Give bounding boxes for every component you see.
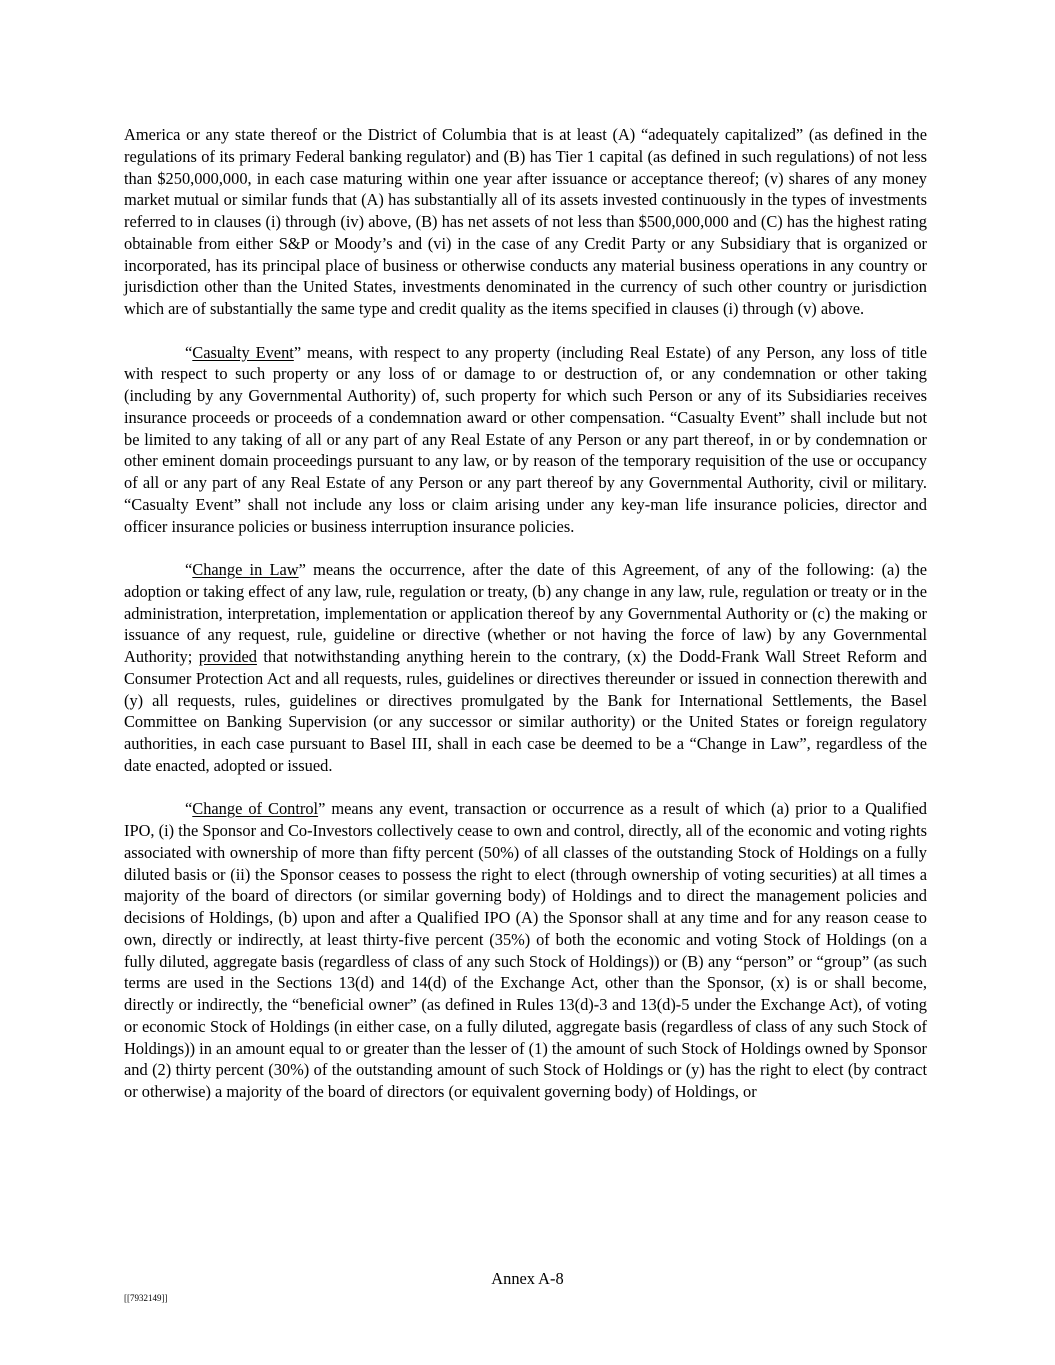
document-id: [[7932149]] — [124, 1293, 168, 1303]
provided-underlined: provided — [198, 647, 257, 666]
defined-term-change-in-law: Change in Law — [192, 560, 299, 579]
defined-term-change-of-control: Change of Control — [192, 799, 319, 819]
open-quote: “ — [185, 799, 193, 819]
paragraph-change-of-control — [124, 798, 927, 1103]
open-quote: “ — [185, 560, 193, 579]
open-quote: “ — [185, 342, 193, 362]
paragraph-casualty-event — [124, 342, 927, 538]
paragraph-text: ” means, with respect to any property (including Real Estate) of any Person, any loss of title with respect to such property or any loss of or damage to or destruction of, or any condemnation or other taking (including by any Governmental Authority) of, such property for which such Person or any of its Subsidiaries receives insurance proceeds or proceeds of a condemnation award or other compensation. “Casualty Event” shall include but not be limited to any taking of all or any part of any Real Estate of any Person or any part thereof, in or by condemnation or other eminent domain proceedings pursuant to any law, or by reason of the temporary requisition of the use or occupancy of all or any part of any Real Estate of any Person or any part thereof by any Governmental Authority, civil or military. “Casualty Event” shall not include any loss or claim arising under any key-man life insurance policies, director and officer insurance policies or business interruption insurance policies. — [124, 342, 927, 536]
paragraph-text: America or any state thereof or the District of Columbia that is at least (A) “adequately capitalized” (as defined in the regulations of its primary Federal banking regulator) and (B) has Tier 1 capital (as defined in such regulations) of not less than $250,000,000, in each case maturing within one year after issuance or acceptance thereof; (v) shares of any money market mutual or similar funds that (A) has substantially all of its assets invested continuously in the types of investments referred to in clauses (i) through (iv) above, (B) has net assets of not less than $500,000,000 and (C) has the highest rating obtainable from either S&P or Moody’s and (vi) in the case of any Credit Party or any Subsidiary that is organized or incorporated, has its principal place of business or otherwise conducts any material business operations in any country or jurisdiction other than the United States, investments denominated in the currency of such other country or jurisdiction which are of substantially the same type and credit quality as the items specified in clauses (i) through (v) above. — [124, 125, 927, 318]
page-number: Annex A-8 — [491, 1269, 564, 1288]
paragraph-text: ” means the occurrence, after the date of this Agreement, of any of the following: (a) the adoption or taking effect of any law, rule, regulation or treaty, (b) any change in any law, rule, regulation or treaty or in the administration, interpretation, implementation or application thereof by any Governmental Authority or (c) the making or issuance of any request, rule, guideline or directive (whether or not having the force of law) by any Governmental Authority; — [124, 560, 927, 666]
defined-term-casualty-event: Casualty Event — [192, 342, 294, 362]
paragraph-text: ” means any event, transaction or occurrence as a result of which (a) prior to a Qualified IPO, (i) the Sponsor and Co-Investors collectively cease to own and control, directly, all of the economic and voting rights associated with ownership of more than fifty percent (50%) of all classes of the outstanding Stock of Holdings on a fully diluted basis or (ii) the Sponsor ceases to possess the right to elect (through ownership of voting securities) at all times a majority of the board of directors (or similar governing body) of Holdings and to direct the management policies and decisions of Holdings, (b) upon and after a Qualified IPO (A) the Sponsor shall at any time and for any reason cease to own, directly or indirectly, at least thirty-five percent (35%) of both the economic and voting Stock of Holdings (on a fully diluted, aggregate basis (regardless of class of any such Stock of Holdings)) or (B) any “person” or “group” (as such terms are used in the Sections 13(d) and 14(d) of the Exchange Act, other than the Sponsor, (x) is or shall become, directly or indirectly, the “beneficial owner” (as defined in Rules 13(d)-3 and 13(d)-5 under the Exchange Act), of voting or economic Stock of Holdings (in either case, on a fully diluted, aggregate basis (regardless of class of any such Stock of Holdings)) in an amount equal to or greater than the lesser of (1) the amount of such Stock of Holdings owned by Sponsor and (2) thirty percent (30%) of the outstanding amount of such Stock of Holdings or (y) has the right to elect (by contract or otherwise) a majority of the board of directors (or equivalent governing body) of Holdings, or — [124, 799, 927, 1101]
paragraph-cash-equivalents-continuation — [124, 124, 927, 320]
paragraph-change-in-law — [124, 559, 927, 777]
document-page — [124, 124, 927, 1125]
paragraph-text-after: that notwithstanding anything herein to the contrary, (x) the Dodd-Frank Wall Street Reform and Consumer Protection Act and all requests, rules, guidelines or directives thereunder or issued in connection therewith and (y) all requests, rules, guidelines or directives promulgated by the Bank for International Settlements, the Basel Committee on Banking Supervision (or any successor or similar authority) or the United States or foreign regulatory authorities, in each case pursuant to Basel III, shall in each case be deemed to be a “Change in Law”, regardless of the date enacted, adopted or issued. — [124, 647, 928, 775]
